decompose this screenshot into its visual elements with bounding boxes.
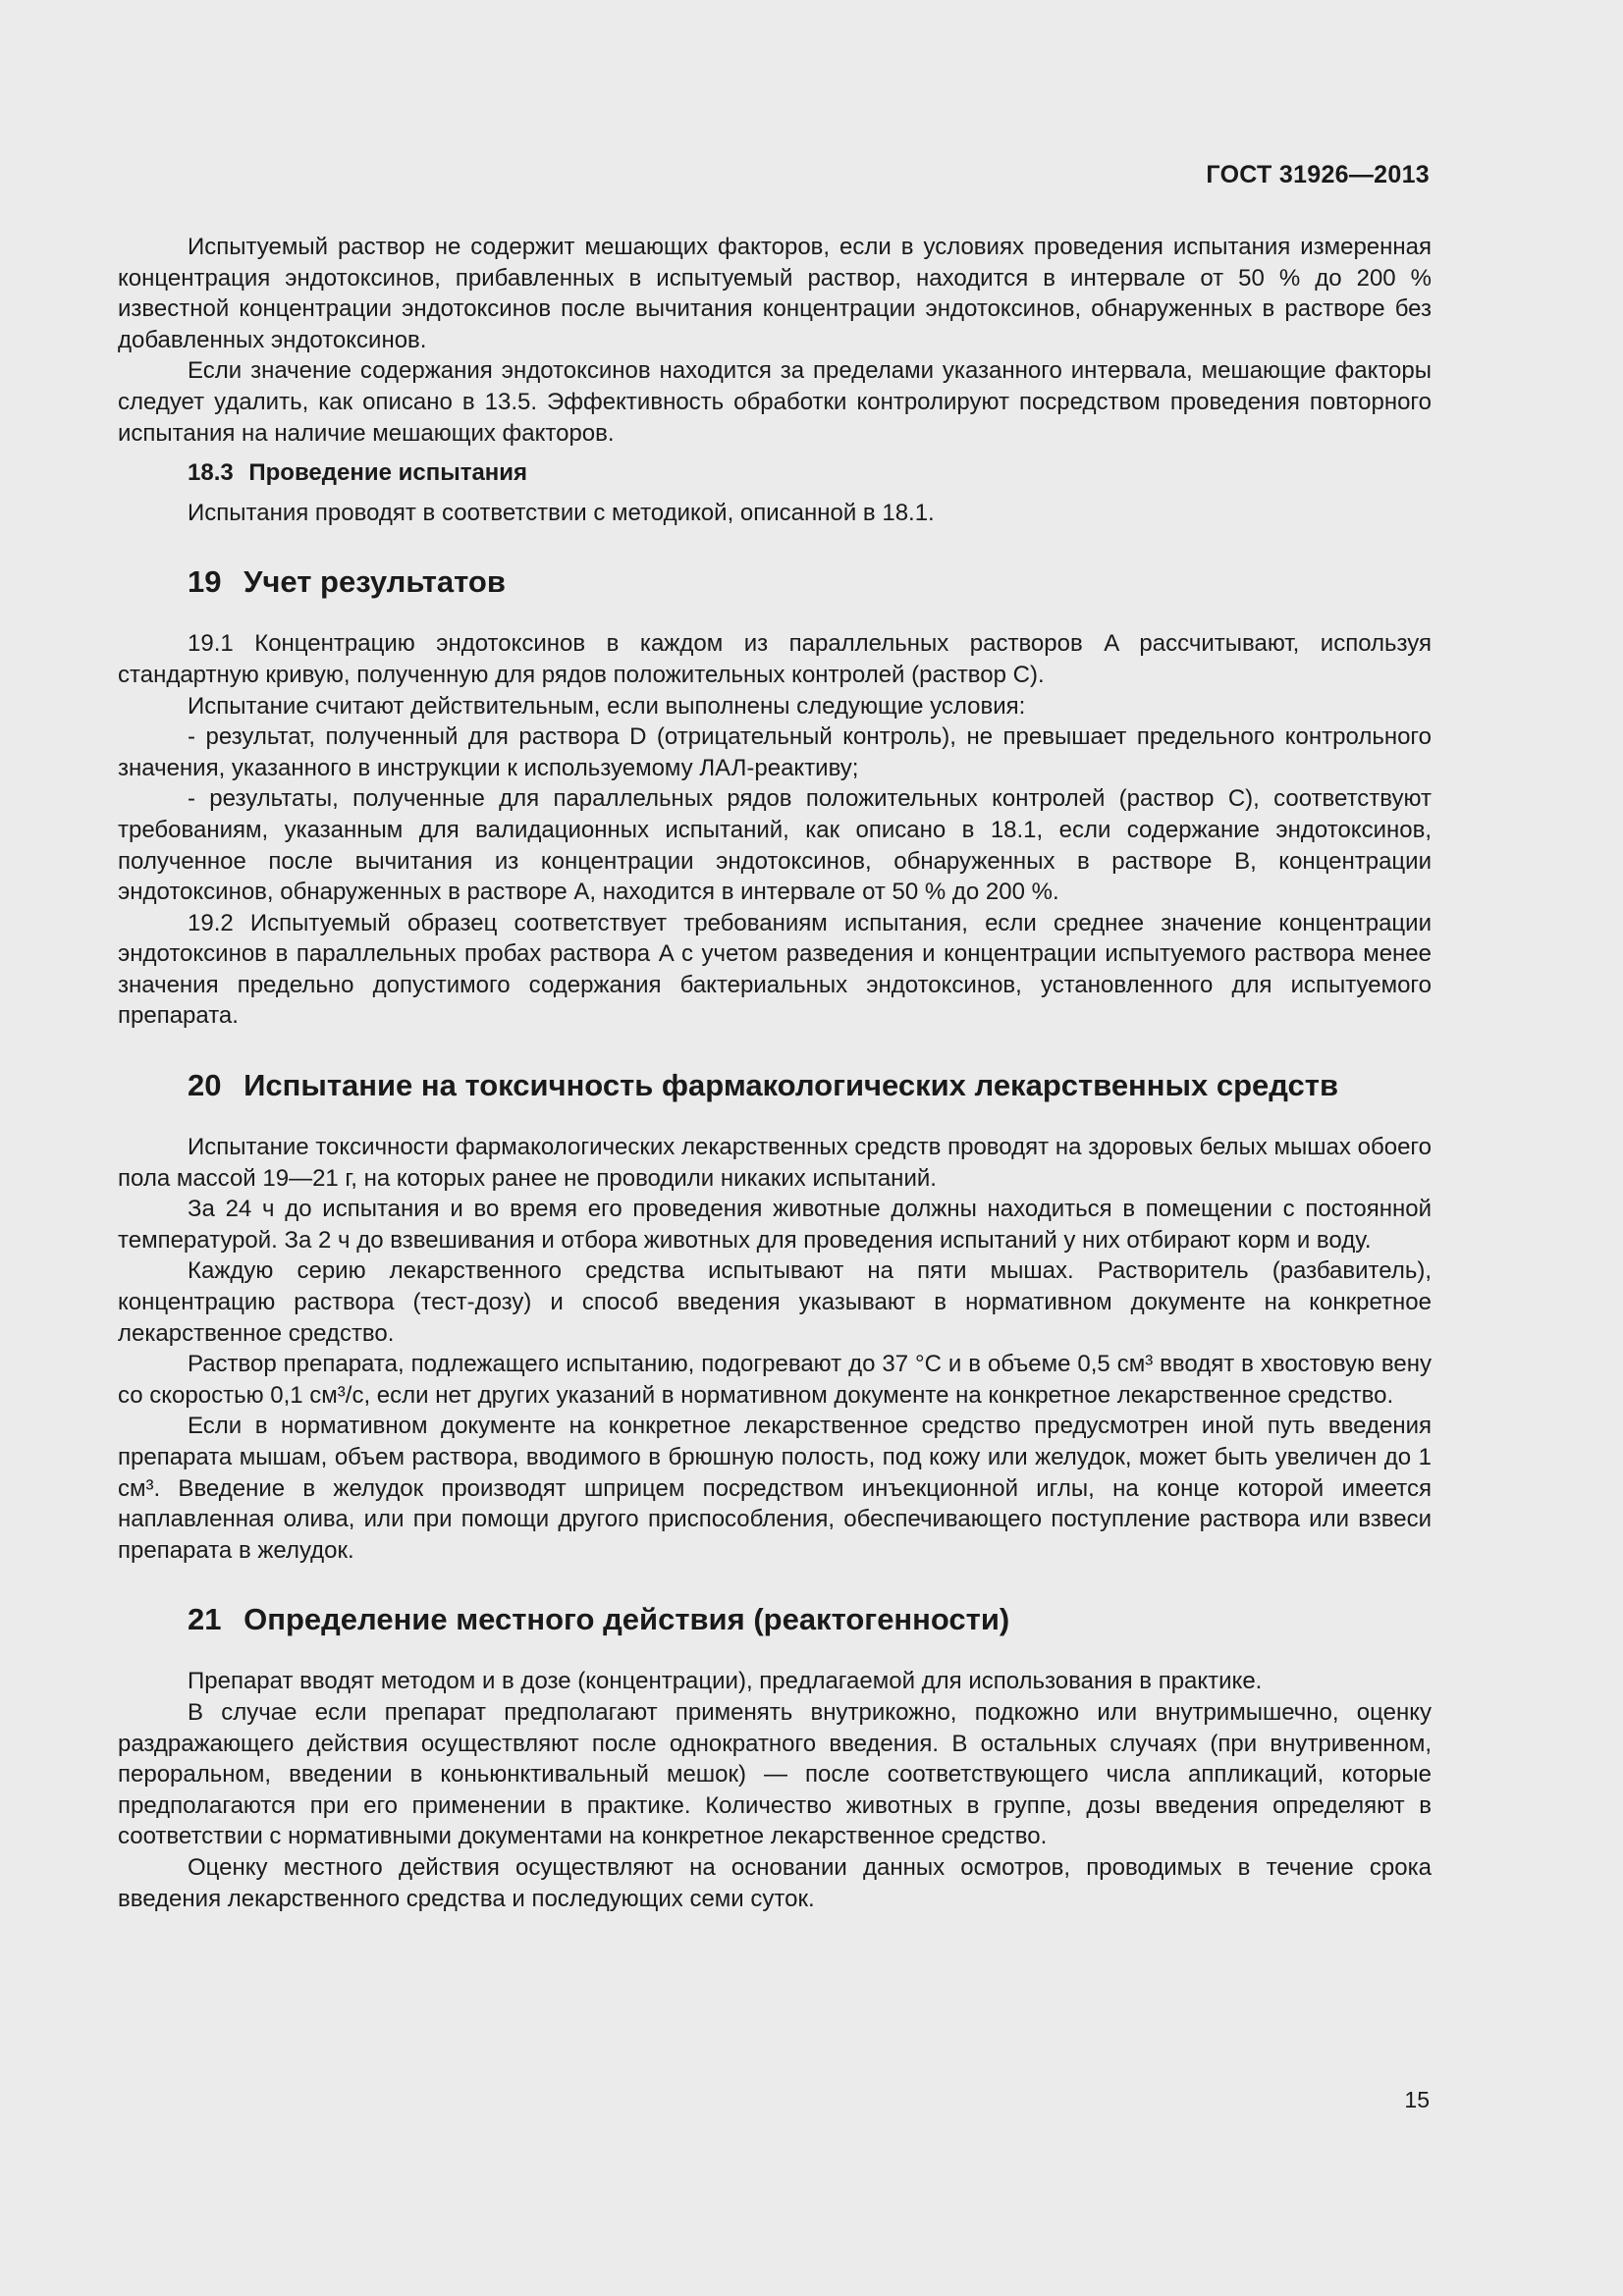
page-number: 15 [1404,2087,1430,2112]
document-body [118,232,1432,1914]
standard-code-header: ГОСТ 31926—2013 [1206,161,1430,188]
list-item: - результаты, полученные для параллельных рядов положительных контролей (раствор C), соответствуют требованиям, указанным для валидационных испытаний, как описано в 18.1, если содержание эндотоксинов, полученное после вычитания из концентрации эндотоксинов, обнаруженных в растворе B, концентрации эндотоксинов, обнаруженных в растворе A, находится в интервале от 50 % до 200 %. [118,785,1432,906]
section-number: 19 [188,564,222,600]
subsection-number: 18.3 [188,459,234,487]
section-title: Учет результатов [243,564,506,600]
section-title: Определение местного действия (реактогенности) [243,1602,1010,1637]
section-number: 20 [188,1068,222,1103]
section-heading-20 [188,1067,1432,1104]
subsection-title: Проведение испытания [248,459,528,487]
paragraph: Если в нормативном документе на конкретное лекарственное средство предусмотрен иной путь введения препарата мышам, объем раствора, вводимого в брюшную полость, под кожу или желудок, может быть увеличен до 1 см³. Введение в желудок производят шприцем посредством инъекционной иглы, на конце которой имеется наплавленная олива, или при помощи другого приспособления, обеспечивающего поступление раствора или взвеси препарата в желудок. [118,1413,1432,1564]
section-title: Испытание на токсичность фармакологических лекарственных средств [243,1068,1339,1103]
section-number: 21 [188,1602,222,1637]
paragraph: Испытание токсичности фармакологических лекарственных средств проводят на здоровых белых мышах обоего пола массой 19—21 г, на которых ранее не проводили никаких испытаний. [118,1134,1432,1192]
paragraph: 19.1 Концентрацию эндотоксинов в каждом из параллельных растворов A рассчитывают, используя стандартную кривую, полученную для рядов положительных контролей (раствор C). [118,630,1432,688]
section-heading-19 [188,563,1432,601]
paragraph: Испытание считают действительным, если выполнены следующие условия: [188,692,1026,720]
paragraph: Испытания проводят в соответствии с методикой, описанной в 18.1. [188,499,935,526]
paragraph: Оценку местного действия осуществляют на основании данных осмотров, проводимых в течение срока введения лекарственного средства и последующих семи суток. [118,1853,1432,1912]
list-item: - результат, полученный для раствора D (отрицательный контроль), не превышает предельного контрольного значения, указанного в инструкции к используемому ЛАЛ-реактиву; [118,723,1432,781]
subsection-heading-18-3 [188,457,1432,489]
paragraph: Если значение содержания эндотоксинов находится за пределами указанного интервала, мешающие факторы следует удалить, как описано в 13.5. Эффективность обработки контролируют посредством проведения повторного испытания на наличие мешающих факторов. [118,357,1432,447]
paragraph: Раствор препарата, подлежащего испытанию, подогревают до 37 °С и в объеме 0,5 см³ вводят в хвостовую вену со скоростью 0,1 см³/с, если нет других указаний в нормативном документе на конкретное лекарственное средство. [118,1351,1432,1409]
paragraph: Каждую серию лекарственного средства испытывают на пяти мышах. Растворитель (разбавитель), концентрацию раствора (тест-дозу) и способ введения указывают в нормативном документе на конкретное лекарственное средство. [118,1257,1432,1347]
paragraph: За 24 ч до испытания и во время его проведения животные должны находиться в помещении с постоянной температурой. За 2 ч до взвешивания и отбора животных для проведения испытаний у них отбирают корм и воду. [118,1196,1432,1254]
paragraph: 19.2 Испытуемый образец соответствует требованиям испытания, если среднее значение концентрации эндотоксинов в параллельных пробах раствора A с учетом разведения и концентрации испытуемого раствора менее значения предельно допустимого содержания бактериальных эндотоксинов, установленного для испытуемого препарата. [118,909,1432,1030]
section-heading-21 [188,1601,1432,1638]
paragraph: Испытуемый раствор не содержит мешающих факторов, если в условиях проведения испытания измеренная концентрация эндотоксинов, прибавленных в испытуемый раствор, находится в интервале от 50 % до 200 % известной концентрации эндотоксинов после вычитания концентрации эндотоксинов, обнаруженных в растворе без добавленных эндотоксинов. [118,234,1432,353]
paragraph: В случае если препарат предполагают применять внутрикожно, подкожно или внутримышечно, оценку раздражающего действия осуществляют после однократного введения. В остальных случаях (при внутривенном, пероральном, введении в коньюнктивальный мешок) — после соответствующего числа аппликаций, которые предполагаются при его применении в практике. Количество животных в группе, дозы введения определяют в соответствии с нормативными документами на конкретное лекарственное средство. [118,1698,1432,1850]
paragraph: Препарат вводят методом и в дозе (концентрации), предлагаемой для использования в практике. [188,1668,1263,1695]
